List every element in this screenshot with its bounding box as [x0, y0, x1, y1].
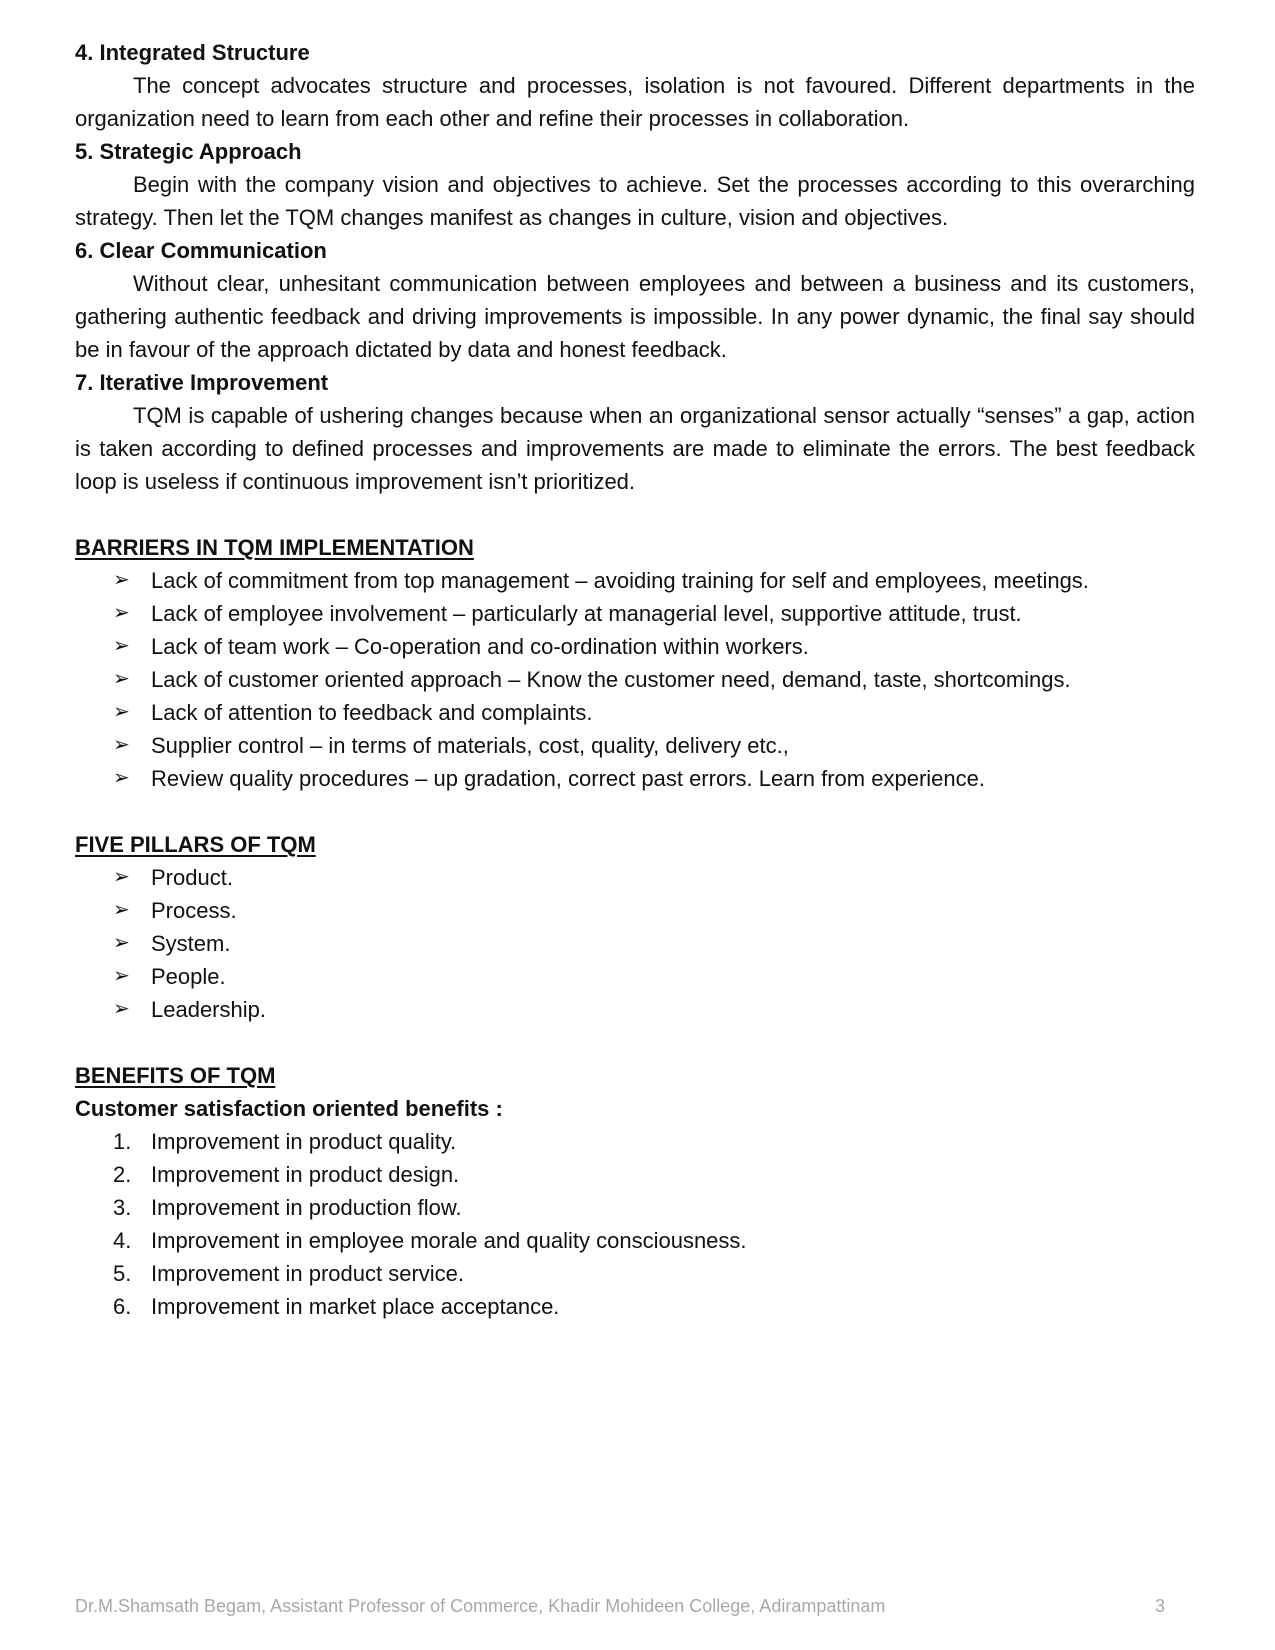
arrow-bullet-icon: ➢ — [113, 899, 130, 921]
arrow-bullet-icon: ➢ — [113, 668, 130, 690]
list-item: ➢ Lack of team work – Co-operation and co-ordination within workers. — [113, 630, 1195, 663]
page-footer — [75, 1596, 1165, 1617]
list-item: ➢ Process. — [113, 894, 1195, 927]
section-heading: 5. Strategic Approach — [75, 139, 302, 164]
section-heading: 6. Clear Communication — [75, 238, 327, 263]
section-paragraph: Without clear, unhesitant communication between employees and between a business and its customers, gathering authentic feedback and driving improvements is impossible. In any power dynamic, the final say should be in favour of the approach dictated by data and honest feedback. — [75, 271, 1195, 362]
list-item: ➢ Lack of customer oriented approach – Know the customer need, demand, taste, shortcomings. — [113, 663, 1195, 696]
barriers-list — [75, 564, 1195, 795]
list-item: ➢ People. — [113, 960, 1195, 993]
arrow-bullet-icon: ➢ — [113, 932, 130, 954]
arrow-bullet-icon: ➢ — [113, 866, 130, 888]
benefits-heading: BENEFITS OF TQM — [75, 1063, 276, 1088]
list-item: ➢ Supplier control – in terms of materials, cost, quality, delivery etc., — [113, 729, 1195, 762]
arrow-bullet-icon: ➢ — [113, 602, 130, 624]
page-number: 3 — [1154, 1596, 1165, 1616]
arrow-bullet-icon: ➢ — [113, 635, 130, 657]
list-item: ➢ Lack of attention to feedback and complaints. — [113, 696, 1195, 729]
barriers-heading: BARRIERS IN TQM IMPLEMENTATION — [75, 535, 474, 560]
list-item: ➢ Lack of employee involvement – particularly at managerial level, supportive attitude, trust. — [113, 597, 1195, 630]
arrow-bullet-icon: ➢ — [113, 767, 130, 789]
section-paragraph: TQM is capable of ushering changes because when an organizational sensor actually “senses” a gap, action is taken according to defined processes and improvements are made to eliminate the errors. The best feedback loop is useless if continuous improvement isn’t prioritized. — [75, 403, 1195, 494]
benefits-subheading: Customer satisfaction oriented benefits : — [75, 1096, 503, 1121]
arrow-bullet-icon: ➢ — [113, 734, 130, 756]
list-item: 3. Improvement in production flow. — [113, 1195, 462, 1220]
footer-author: Dr.M.Shamsath Begam, Assistant Professor of Commerce, Khadir Mohideen College, Adirampattinam — [75, 1596, 886, 1616]
list-item: 5. Improvement in product service. — [113, 1261, 465, 1286]
pillars-list — [75, 861, 1195, 1026]
list-item: ➢ Leadership. — [113, 993, 1195, 1026]
list-item: 6. Improvement in market place acceptance. — [113, 1294, 560, 1319]
pillars-heading: FIVE PILLARS OF TQM — [75, 832, 316, 857]
section-heading: 4. Integrated Structure — [75, 40, 310, 65]
list-item: ➢ Lack of commitment from top management – avoiding training for self and employees, meetings. — [113, 564, 1195, 597]
list-item: 2. Improvement in product design. — [113, 1162, 460, 1187]
benefits-list — [75, 1125, 1195, 1323]
section-paragraph: The concept advocates structure and processes, isolation is not favoured. Different departments in the organization need to learn from each other and refine their processes in collaboration. — [75, 73, 1195, 131]
arrow-bullet-icon: ➢ — [113, 569, 130, 591]
section-heading: 7. Iterative Improvement — [75, 370, 329, 395]
list-item: ➢ Review quality procedures – up gradation, correct past errors. Learn from experience. — [113, 762, 1195, 795]
list-item: 4. Improvement in employee morale and quality consciousness. — [113, 1228, 747, 1253]
arrow-bullet-icon: ➢ — [113, 701, 130, 723]
document-page — [75, 36, 1195, 1323]
list-item: ➢ Product. — [113, 861, 1195, 894]
arrow-bullet-icon: ➢ — [113, 998, 130, 1020]
list-item: 1. Improvement in product quality. — [113, 1129, 457, 1154]
arrow-bullet-icon: ➢ — [113, 965, 130, 987]
section-paragraph: Begin with the company vision and objectives to achieve. Set the processes according to this overarching strategy. Then let the TQM changes manifest as changes in culture, vision and objectives. — [75, 172, 1195, 230]
list-item: ➢ System. — [113, 927, 1195, 960]
